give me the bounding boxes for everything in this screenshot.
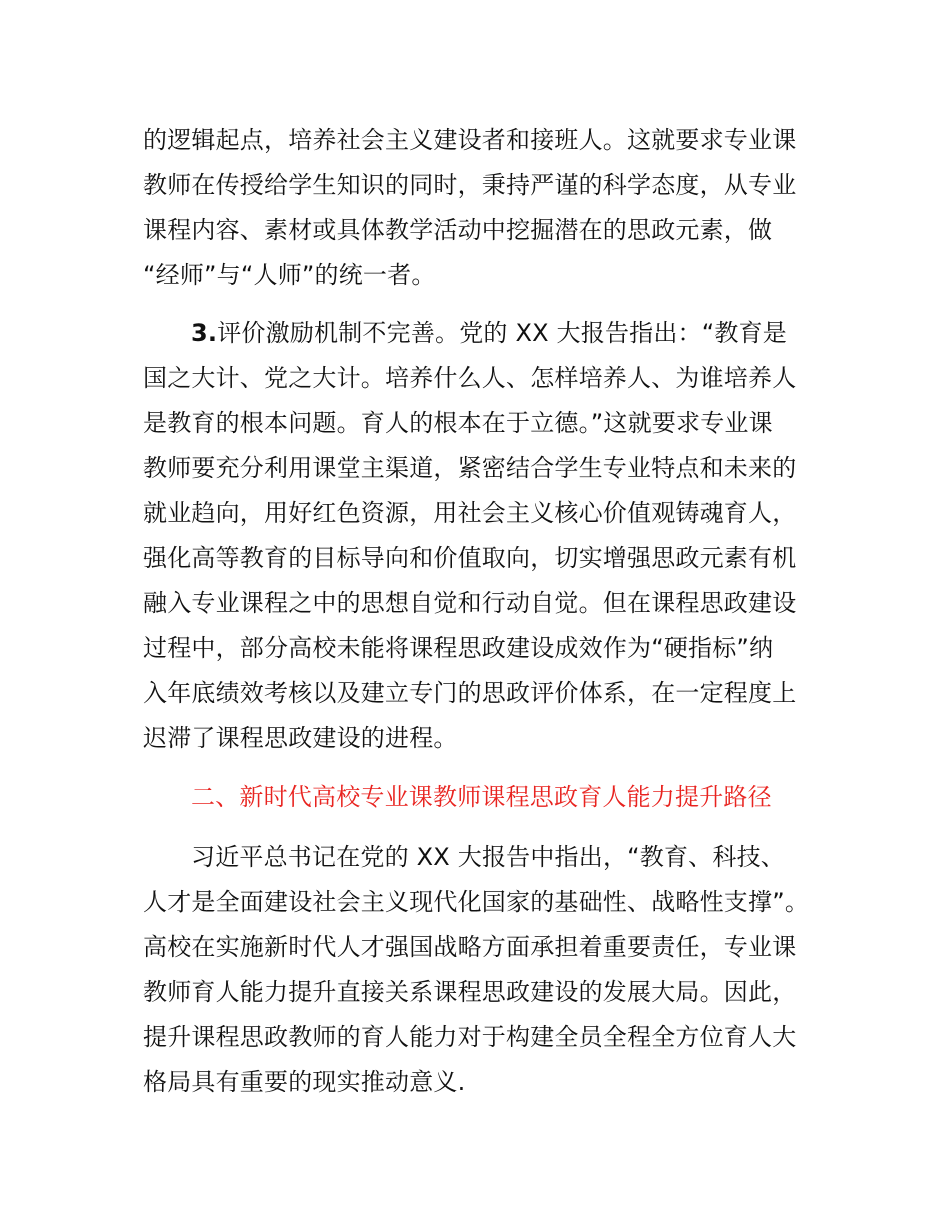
text-line: 的逻辑起点，培养社会主义建设者和接班人。这就要求专业课 [143, 126, 797, 154]
text-line: 教师要充分利用课堂主渠道，紧密结合学生专业特点和未来的 [143, 454, 797, 482]
text-line: 课程内容、素材或具体教学活动中挖掘潜在的思政元素，做 [143, 216, 773, 244]
text-line: “经师”与“人师”的统一者。 [143, 261, 436, 289]
list-number: 3. [191, 319, 218, 347]
text-line: 教师在传授给学生知识的同时，秉持严谨的科学态度，从专业 [143, 171, 797, 199]
text-line: 迟滞了课程思政建设的进程。 [143, 724, 458, 752]
text-line: 融入专业课程之中的思想自觉和行动自觉。但在课程思政建设 [143, 589, 797, 617]
text-line: 过程中，部分高校未能将课程思政建设成效作为“硬指标”纳 [143, 634, 774, 662]
text-line: 国之大计、党之大计。培养什么人、怎样培养人、为谁培养人 [143, 364, 797, 392]
text-line: 习近平总书记在党的 XX 大报告中指出，“教育、科技、 [191, 843, 785, 871]
text-line: 教师育人能力提升直接关系课程思政建设的发展大局。因此， [143, 978, 797, 1006]
text-line: 是教育的根本问题。育人的根本在于立德。”这就要求专业课 [143, 409, 773, 437]
section-heading: 二、新时代高校专业课教师课程思政育人能力提升路径 [191, 783, 772, 811]
text-line: 就业趋向，用好红色资源，用社会主义核心价值观铸魂育人， [143, 499, 797, 527]
text-span: 评价激励机制不完善。党的 XX 大报告指出：“教育是 [217, 319, 787, 347]
text-line: 强化高等教育的目标导向和价值取向，切实增强思政元素有机 [143, 544, 797, 572]
text-line: 人才是全面建设社会主义现代化国家的基础性、战略性支撑”。 [143, 888, 810, 916]
text-line: 提升课程思政教师的育人能力对于构建全员全程全方位育人大 [143, 1023, 797, 1051]
text-line: 入年底绩效考核以及建立专门的思政评价体系，在一定程度上 [143, 679, 797, 707]
text-line [191, 318, 787, 348]
text-line: 格局具有重要的现实推动意义. [143, 1068, 466, 1096]
text-line: 高校在实施新时代人才强国战略方面承担着重要责任，专业课 [143, 933, 797, 961]
